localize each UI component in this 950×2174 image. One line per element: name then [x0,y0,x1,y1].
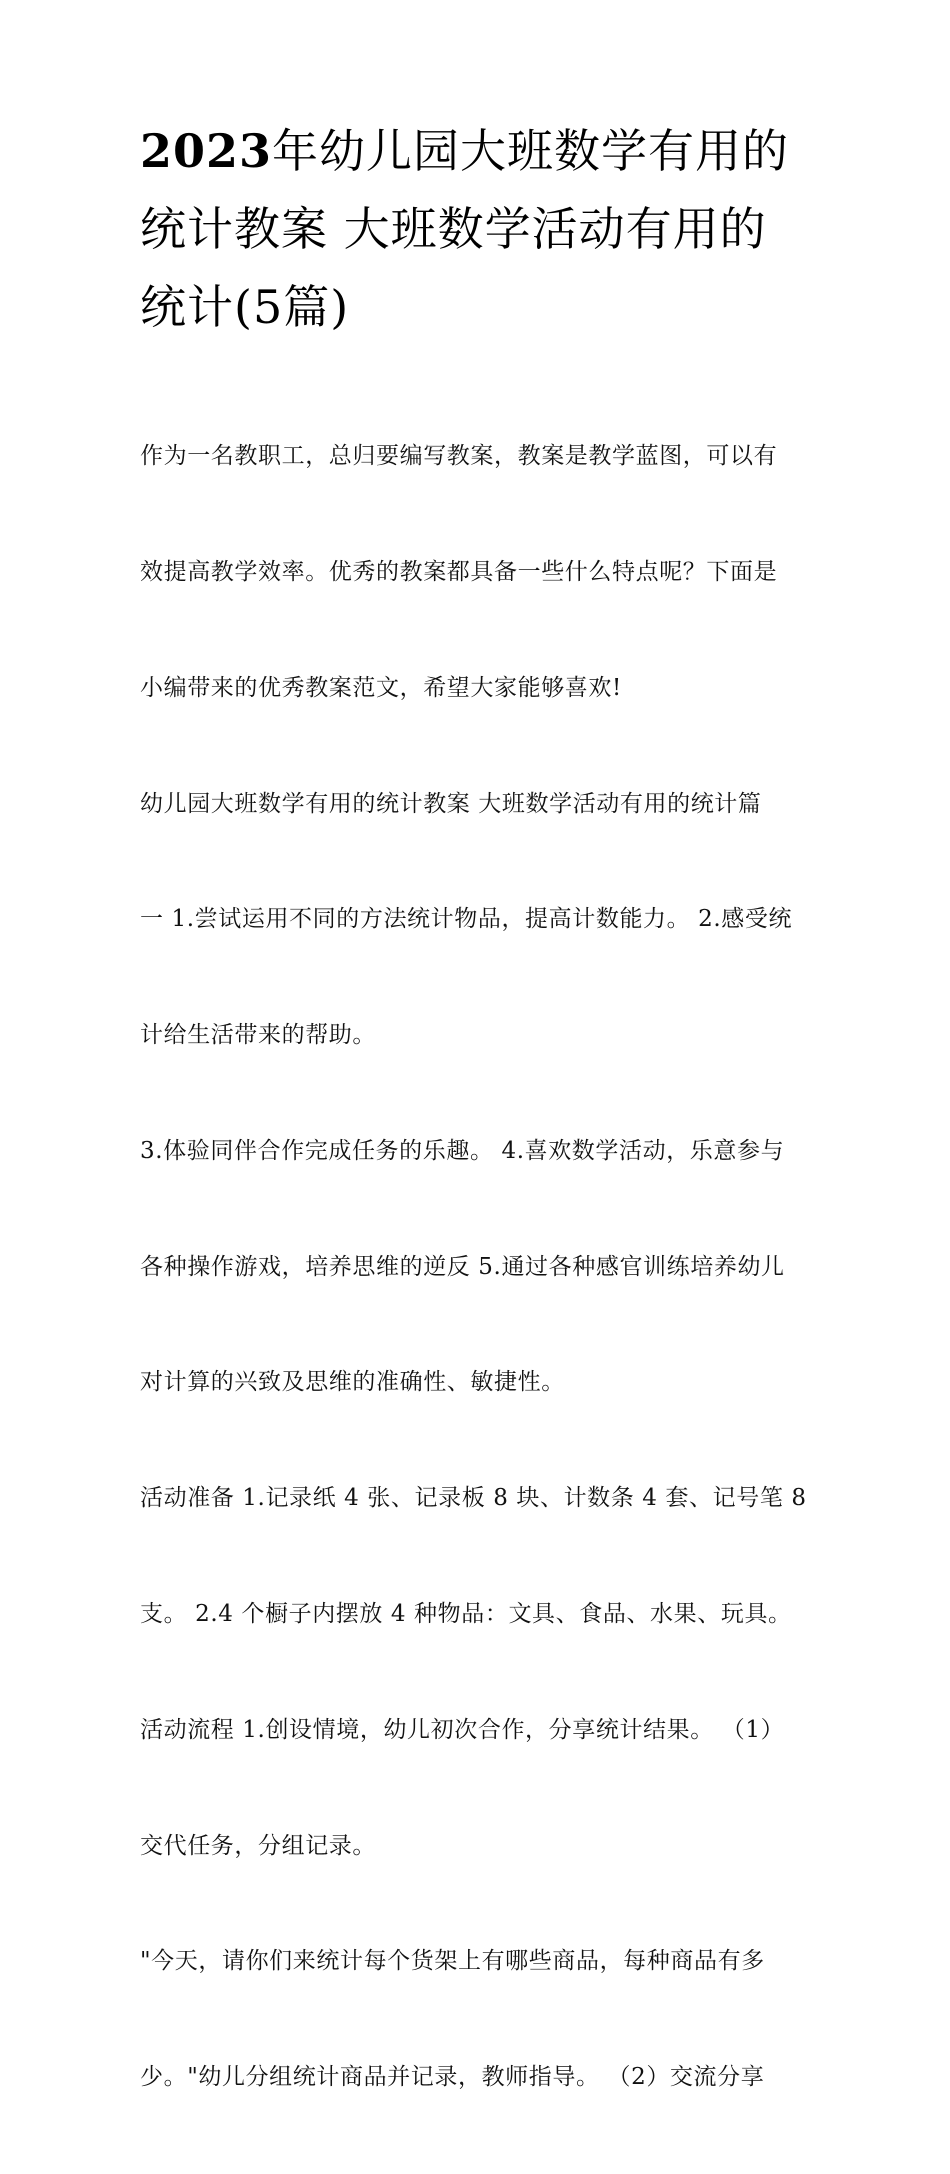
body-line: 效提高教学效率。优秀的教案都具备一些什么特点呢？下面是 [140,558,778,585]
title-year: 2023 [140,124,273,178]
body-line: 交代任务，分组记录。 [140,1832,376,1859]
title-line-1 [140,112,820,190]
body-line: 幼儿园大班数学有用的统计教案 大班数学活动有用的统计篇 [140,790,762,817]
body-line: 作为一名教职工，总归要编写教案，教案是教学蓝图，可以有 [140,443,778,470]
body-line: 活动准备 1.记录纸 4 张、记录板 8 块、计数条 4 套、记号笔 8 [140,1485,807,1512]
body-line: 少。"幼儿分组统计商品并记录，教师指导。 （2）交流分享 [140,2064,765,2091]
document-title [140,112,820,346]
body-line: 对计算的兴致及思维的准确性、敏捷性。 [140,1369,565,1396]
document-body [140,360,820,2174]
body-line: 一 1.尝试运用不同的方法统计物品，提高计数能力。 2.感受统 [140,906,793,933]
title-line-3: 统计(5篇) [140,280,350,334]
body-line: 支。 2.4 个橱子内摆放 4 种物品：文具、食品、水果、玩具。 [140,1601,792,1627]
body-line: 小编带来的优秀教案范文，希望大家能够喜欢! [140,674,622,701]
body-line: 活动流程 1.创设情境，幼儿初次合作，分享统计结果。 （1） [140,1716,785,1743]
body-line: 各种操作游戏，培养思维的逆反 5.通过各种感官训练培养幼儿 [140,1253,785,1280]
body-line: 计给生活带来的帮助。 [140,1022,376,1049]
body-line: 3.体验同伴合作完成任务的乐趣。 4.喜欢数学活动，乐意参与 [140,1137,785,1164]
body-line: "今天，请你们来统计每个货架上有哪些商品，每种商品有多 [140,1948,765,1975]
title-line-2: 统计教案 大班数学活动有用的 [140,202,767,256]
title-line-1-rest: 年幼儿园大班数学有用的 [272,124,790,178]
